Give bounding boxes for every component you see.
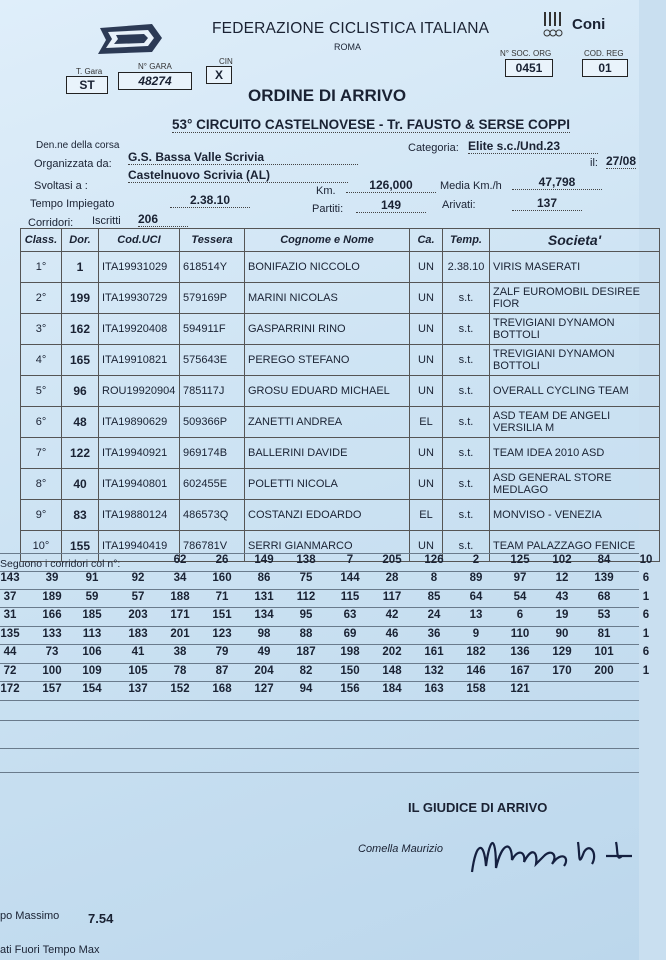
rider-number: 44 (3, 646, 17, 658)
team-cell: TREVIGIANI DYNAMON BOTTOLI (490, 345, 660, 376)
class-cell: 4° (21, 345, 62, 376)
rider-number: 10 (639, 554, 653, 566)
org-label: Organizzata da: (34, 158, 112, 170)
uci-cell: ITA19940419 (99, 531, 180, 562)
class-cell: 2° (21, 283, 62, 314)
rider-number: 150 (340, 664, 360, 677)
rider-number: 144 (340, 572, 360, 584)
rider-number: 125 (510, 554, 530, 566)
rider-number: 127 (254, 683, 274, 695)
tessera-cell: 785117J (180, 376, 245, 407)
tessera-cell: 594911F (180, 314, 245, 345)
table-row (21, 345, 660, 376)
rider-number: 102 (552, 554, 572, 566)
name-cell: POLETTI NICOLA (245, 469, 410, 500)
rider-number: 94 (299, 683, 313, 695)
rider-number: 75 (299, 572, 313, 584)
rider-number: 85 (427, 590, 441, 603)
rider-number: 132 (424, 664, 444, 677)
tempo-value: 2.38.10 (170, 193, 250, 208)
ruled-line (0, 681, 639, 682)
km-label: Km. (316, 185, 336, 197)
cat-cell: UN (410, 252, 443, 283)
cin-label: CIN (219, 57, 233, 66)
class-cell: 6° (21, 407, 62, 438)
uci-cell: ITA19930729 (99, 283, 180, 314)
ruled-line (0, 663, 639, 664)
table-row (21, 283, 660, 314)
rider-number: 87 (215, 664, 229, 677)
rider-number: 62 (173, 554, 187, 566)
rider-number: 112 (296, 590, 316, 603)
cat-cell: EL (410, 407, 443, 438)
rider-number: 187 (296, 646, 316, 658)
rider-number: 168 (212, 683, 232, 695)
rider-number: 105 (128, 664, 148, 677)
ruled-line (0, 571, 639, 572)
rider-number: 204 (254, 664, 274, 677)
rider-number: 73 (45, 646, 59, 658)
rider-number: 53 (597, 609, 611, 621)
tessera-cell: 786781V (180, 531, 245, 562)
rider-number: 64 (469, 590, 483, 603)
coni-text: Coni (572, 16, 606, 33)
rider-number: 129 (552, 646, 572, 658)
rider-number: 2 (472, 554, 480, 566)
rider-number: 72 (3, 664, 17, 677)
rider-number: 203 (128, 609, 148, 621)
media-value: 47,798 (512, 175, 602, 190)
rider-number: 91 (85, 572, 99, 584)
cat-cell: EL (410, 500, 443, 531)
col-time: Temp. (443, 229, 490, 252)
rider-number: 31 (3, 609, 17, 621)
rider-number: 68 (597, 590, 611, 603)
table-row (21, 438, 660, 469)
rider-number: 185 (82, 609, 102, 621)
rider-number: 146 (466, 664, 486, 677)
ruled-line (0, 644, 639, 645)
team-cell: ASD GENERAL STORE MEDLAGO (490, 469, 660, 500)
rider-number: 170 (552, 664, 572, 677)
race-date: 27/08 (606, 154, 637, 168)
table-row (21, 252, 660, 283)
rider-number: 6 (516, 609, 524, 621)
col-team: Societa' (490, 229, 660, 252)
name-cell: PEREGO STEFANO (245, 345, 410, 376)
rider-number: 123 (212, 627, 232, 640)
rider-number: 201 (170, 627, 190, 640)
cat-cell: UN (410, 531, 443, 562)
name-cell: MARINI NICOLAS (245, 283, 410, 314)
coni-logo (540, 10, 606, 45)
rider-number: 148 (382, 664, 402, 677)
ruled-line (0, 772, 639, 773)
team-cell: TEAM PALAZZAGO FENICE (490, 531, 660, 562)
rider-number: 57 (131, 590, 145, 603)
rider-number: 202 (382, 646, 402, 658)
name-cell: COSTANZI EDOARDO (245, 500, 410, 531)
rider-number: 13 (469, 609, 483, 621)
team-cell: ZALF EUROMOBIL DESIREE FIOR (490, 283, 660, 314)
rider-number: 149 (254, 554, 274, 566)
rider-number: 63 (343, 609, 357, 621)
uci-cell: ITA19890629 (99, 407, 180, 438)
col-cat: Ca. (410, 229, 443, 252)
tempo-massimo-value: 7.54 (88, 911, 114, 926)
judge-title: IL GIUDICE DI ARRIVO (408, 800, 548, 815)
table-row (21, 314, 660, 345)
rider-number: 39 (45, 572, 59, 584)
rider-number: 152 (170, 683, 190, 695)
dor-cell: 199 (62, 283, 99, 314)
time-cell: 2.38.10 (443, 252, 490, 283)
time-cell: s.t. (443, 438, 490, 469)
ruled-line (0, 626, 639, 627)
cat-cell: UN (410, 438, 443, 469)
uci-cell: ITA19880124 (99, 500, 180, 531)
rider-number: 41 (131, 646, 145, 658)
rider-number: 49 (257, 646, 271, 658)
rider-number: 8 (430, 572, 438, 584)
uci-cell: ROU19920904 (99, 376, 180, 407)
name-cell: SERRI GIANMARCO (245, 531, 410, 562)
rider-number: 98 (257, 627, 271, 640)
rider-number: 143 (0, 572, 20, 584)
rider-number: 126 (424, 554, 444, 566)
time-cell: s.t. (443, 469, 490, 500)
federation-city: ROMA (334, 42, 361, 52)
rider-number: 172 (0, 683, 20, 695)
dor-cell: 48 (62, 407, 99, 438)
tessera-cell: 486573Q (180, 500, 245, 531)
time-cell: s.t. (443, 407, 490, 438)
table-row (21, 500, 660, 531)
col-uci: Cod.UCI (99, 229, 180, 252)
soc-org-box: 0451 (505, 59, 553, 77)
rider-number: 184 (382, 683, 402, 695)
col-name: Cognome e Nome (245, 229, 410, 252)
rider-number: 6 (642, 609, 650, 621)
rider-number: 154 (82, 683, 102, 695)
rider-number: 36 (427, 627, 441, 640)
rider-number: 113 (82, 627, 102, 640)
cin-box: X (206, 66, 232, 84)
table-row (21, 407, 660, 438)
date-label: il: (590, 157, 598, 169)
rider-number: 78 (173, 664, 187, 677)
race-name: 53° CIRCUITO CASTELNOVESE - Tr. FAUSTO & SERSE COPPI (172, 117, 570, 132)
rider-number: 86 (257, 572, 271, 584)
rider-number: 115 (340, 590, 360, 603)
table-row (21, 376, 660, 407)
dor-cell: 83 (62, 500, 99, 531)
rider-number: 28 (385, 572, 399, 584)
uci-cell: ITA19940921 (99, 438, 180, 469)
rider-number: 121 (510, 683, 530, 695)
rider-number: 6 (642, 572, 650, 584)
team-cell: OVERALL CYCLING TEAM (490, 376, 660, 407)
rider-number: 46 (385, 627, 399, 640)
rider-number: 88 (299, 627, 313, 640)
class-cell: 1° (21, 252, 62, 283)
iscritti-label: Iscritti (92, 215, 121, 227)
document-title: ORDINE DI ARRIVO (248, 86, 407, 105)
cat-cell: UN (410, 345, 443, 376)
rider-number: 59 (85, 590, 99, 603)
category: Elite s.c./Und.23 (468, 139, 598, 154)
cat-cell: UN (410, 469, 443, 500)
rider-number: 182 (466, 646, 486, 658)
dor-cell: 122 (62, 438, 99, 469)
table-row (21, 469, 660, 500)
tessera-cell: 575643E (180, 345, 245, 376)
rider-number: 26 (215, 554, 229, 566)
rider-number: 1 (642, 627, 650, 640)
col-tessera: Tessera (180, 229, 245, 252)
tempo-label: Tempo Impiegato (30, 198, 115, 210)
class-cell: 5° (21, 376, 62, 407)
judge-name: Comella Maurizio (358, 843, 443, 855)
rider-number: 90 (555, 627, 569, 640)
rider-number: 131 (254, 590, 274, 603)
n-gara-box: 48274 (118, 72, 192, 90)
ruled-line (0, 589, 639, 590)
rider-number: 38 (173, 646, 187, 658)
iscritti-value: 206 (138, 212, 188, 227)
rider-number: 69 (343, 627, 357, 640)
name-cell: ZANETTI ANDREA (245, 407, 410, 438)
ruled-line (0, 607, 639, 608)
fci-logo-icon (92, 22, 164, 56)
rider-number: 110 (510, 627, 530, 640)
ruled-line (0, 748, 639, 749)
rider-number: 34 (173, 572, 187, 584)
svolt-label: Svoltasi a : (34, 180, 88, 192)
rider-number: 151 (212, 609, 232, 621)
rider-number: 138 (296, 554, 316, 566)
media-label: Media Km./h (440, 180, 502, 192)
rider-number: 158 (466, 683, 486, 695)
rider-number: 95 (299, 609, 313, 621)
name-cell: BONIFAZIO NICCOLO (245, 252, 410, 283)
rider-number: 42 (385, 609, 399, 621)
rider-number: 160 (212, 572, 232, 584)
cod-reg-label: COD. REG (584, 49, 624, 58)
rider-number: 7 (346, 554, 354, 566)
category-label: Categoria: (408, 142, 459, 154)
rider-number: 167 (510, 664, 530, 677)
soc-org-label: N° SOC. ORG (500, 49, 552, 58)
organizer: G.S. Bassa Valle Scrivia (128, 150, 358, 165)
rider-number: 92 (131, 572, 145, 584)
name-cell: BALLERINI DAVIDE (245, 438, 410, 469)
partiti-label: Partiti: (312, 203, 344, 215)
time-cell: s.t. (443, 283, 490, 314)
cod-reg-box: 01 (582, 59, 628, 77)
rider-number: 82 (299, 664, 313, 677)
corridori-label: Corridori: (28, 217, 74, 229)
class-cell: 9° (21, 500, 62, 531)
tessera-cell: 969174B (180, 438, 245, 469)
judge-signature-icon (466, 812, 639, 882)
rider-number: 117 (382, 590, 402, 603)
team-cell: TREVIGIANI DYNAMON BOTTOLI (490, 314, 660, 345)
rider-number: 106 (82, 646, 102, 658)
rider-number: 79 (215, 646, 229, 658)
others-label: Seguono i corridori col n°: (0, 558, 121, 570)
rider-number: 198 (340, 646, 360, 658)
dor-cell: 162 (62, 314, 99, 345)
rider-number: 157 (42, 683, 62, 695)
results-table (20, 228, 660, 562)
km-value: 126,000 (346, 178, 436, 193)
ruled-line (0, 700, 639, 701)
time-cell: s.t. (443, 345, 490, 376)
rider-number: 188 (170, 590, 190, 603)
rider-number: 171 (170, 609, 190, 621)
class-cell: 3° (21, 314, 62, 345)
arrivati-value: 137 (512, 196, 582, 211)
col-class: Class. (21, 229, 62, 252)
uci-cell: ITA19931029 (99, 252, 180, 283)
rider-number: 134 (254, 609, 274, 621)
rider-number: 136 (510, 646, 530, 658)
n-gara-label: N° GARA (138, 62, 172, 71)
class-cell: 8° (21, 469, 62, 500)
rider-number: 101 (594, 646, 614, 658)
partiti-value: 149 (356, 198, 426, 213)
time-cell: s.t. (443, 500, 490, 531)
tessera-cell: 509366P (180, 407, 245, 438)
rider-number: 183 (128, 627, 148, 640)
tessera-cell: 618514Y (180, 252, 245, 283)
dor-cell: 1 (62, 252, 99, 283)
time-cell: s.t. (443, 531, 490, 562)
arrivati-label: Arivati: (442, 199, 476, 211)
name-cell: GASPARRINI RINO (245, 314, 410, 345)
rider-number: 12 (555, 572, 569, 584)
time-cell: s.t. (443, 314, 490, 345)
rider-number: 163 (424, 683, 444, 695)
rider-number: 81 (597, 627, 611, 640)
team-cell: MONVISO - VENEZIA (490, 500, 660, 531)
uci-cell: ITA19940801 (99, 469, 180, 500)
rider-number: 100 (42, 664, 62, 677)
name-cell: GROSU EDUARD MICHAEL (245, 376, 410, 407)
rider-number: 1 (642, 664, 650, 677)
rider-number: 156 (340, 683, 360, 695)
dor-cell: 165 (62, 345, 99, 376)
rider-number: 135 (0, 627, 20, 640)
fuori-tempo-label: ati Fuori Tempo Max (0, 944, 100, 956)
cat-cell: UN (410, 314, 443, 345)
ruled-line (0, 720, 639, 721)
t-gara-box: ST (66, 76, 108, 94)
federation-title: FEDERAZIONE CICLISTICA ITALIANA (212, 20, 490, 37)
uci-cell: ITA19920408 (99, 314, 180, 345)
rider-number: 137 (128, 683, 148, 695)
dor-cell: 155 (62, 531, 99, 562)
rider-number: 161 (424, 646, 444, 658)
rider-number: 133 (42, 627, 62, 640)
time-cell: s.t. (443, 376, 490, 407)
rider-number: 97 (513, 572, 527, 584)
dor-cell: 40 (62, 469, 99, 500)
dor-cell: 96 (62, 376, 99, 407)
rider-number: 6 (642, 646, 650, 658)
rider-number: 71 (215, 590, 229, 603)
rider-number: 89 (469, 572, 483, 584)
rider-number: 84 (597, 554, 611, 566)
class-cell: 10° (21, 531, 62, 562)
rider-number: 205 (382, 554, 402, 566)
team-cell: VIRIS MASERATI (490, 252, 660, 283)
col-dor: Dor. (62, 229, 99, 252)
uci-cell: ITA19910821 (99, 345, 180, 376)
cat-cell: UN (410, 376, 443, 407)
rider-number: 200 (594, 664, 614, 677)
t-gara-label: T. Gara (76, 67, 103, 76)
rider-number: 189 (42, 590, 62, 603)
rider-number: 37 (3, 590, 17, 603)
team-cell: ASD TEAM DE ANGELI VERSILIA M (490, 407, 660, 438)
rider-number: 9 (472, 627, 480, 640)
ruled-line (0, 553, 639, 554)
tessera-cell: 602455E (180, 469, 245, 500)
rider-number: 139 (594, 572, 614, 584)
rider-number: 109 (82, 664, 102, 677)
tempo-massimo-label: po Massimo (0, 910, 60, 922)
cat-cell: UN (410, 283, 443, 314)
rider-number: 43 (555, 590, 569, 603)
den-label: Den.ne della corsa (36, 140, 120, 151)
rider-number: 24 (427, 609, 441, 621)
rider-number: 19 (555, 609, 569, 621)
class-cell: 7° (21, 438, 62, 469)
coni-emblem-icon (540, 10, 568, 40)
tessera-cell: 579169P (180, 283, 245, 314)
venue: Castelnuovo Scrivia (AL) (128, 168, 348, 183)
table-header-row (21, 229, 660, 252)
rider-number: 54 (513, 590, 527, 603)
rider-number: 1 (642, 590, 650, 603)
rider-number: 166 (42, 609, 62, 621)
team-cell: TEAM IDEA 2010 ASD (490, 438, 660, 469)
